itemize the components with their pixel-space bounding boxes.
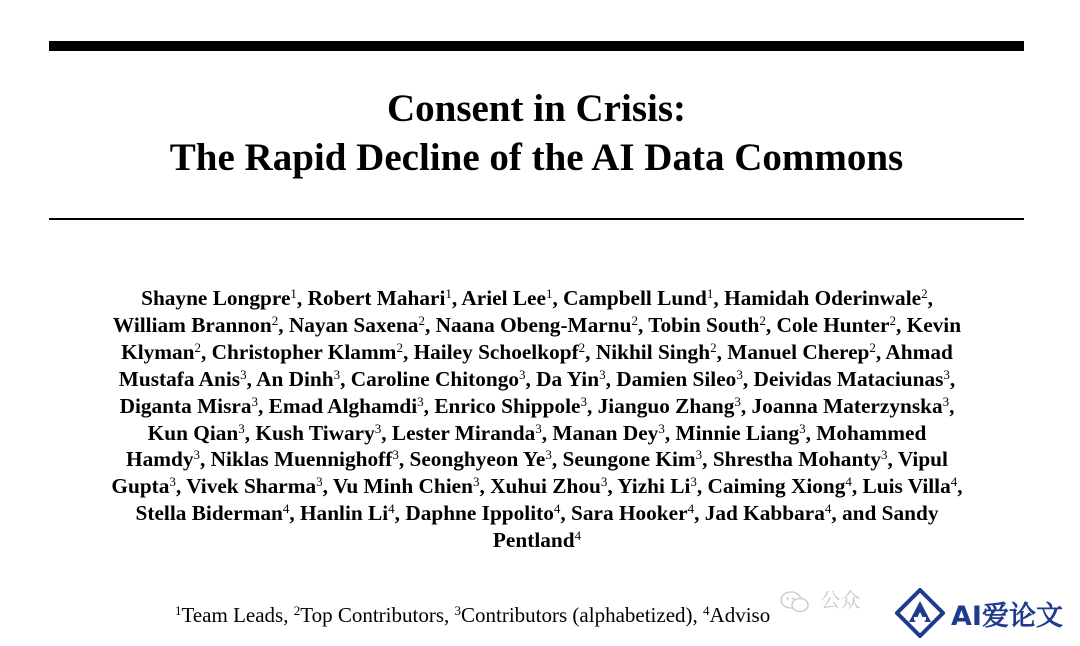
author-name: Daphne Ippolito bbox=[405, 501, 554, 526]
author-name: Hailey Schoelkopf bbox=[413, 339, 579, 364]
author-name: Yizhi Li bbox=[617, 474, 691, 499]
author-name: Kun Qian bbox=[147, 420, 239, 445]
author-name: Da Yin bbox=[536, 366, 600, 391]
author-affiliation-mark: 2 bbox=[396, 339, 403, 355]
title-line-2: The Rapid Decline of the AI Data Commons bbox=[169, 136, 904, 179]
author-separator: , bbox=[713, 286, 725, 310]
author-line bbox=[49, 446, 1025, 473]
author-name: Klyman bbox=[121, 339, 195, 364]
affiliation-label: Contributors (alphabetized) bbox=[461, 603, 693, 627]
author-name: Vipul bbox=[897, 447, 948, 472]
author-name: Shayne Longpre bbox=[141, 286, 291, 310]
author-affiliation-mark: 3 bbox=[392, 447, 399, 463]
author-affiliation-mark: 3 bbox=[600, 474, 608, 490]
author-affiliation-mark: 2 bbox=[759, 312, 766, 328]
author-affiliation-mark: 3 bbox=[169, 474, 176, 490]
author-separator: , bbox=[887, 447, 898, 472]
author-line bbox=[49, 285, 1025, 312]
author-name: Diganta Misra bbox=[119, 393, 252, 418]
author-line bbox=[49, 473, 1025, 500]
author-affiliation-mark: 3 bbox=[799, 420, 806, 436]
author-separator: , bbox=[696, 474, 708, 499]
author-name: Niklas Muennighoff bbox=[210, 447, 393, 472]
author-separator: , bbox=[175, 474, 187, 499]
author-affiliation-mark: 4 bbox=[687, 501, 695, 517]
author-affiliation-mark: 2 bbox=[869, 339, 876, 355]
author-separator: , bbox=[340, 366, 351, 391]
author-affiliation-mark: 3 bbox=[599, 366, 606, 382]
author-name: Christopher Klamm bbox=[211, 339, 397, 364]
author-separator: , bbox=[586, 393, 598, 418]
author-affiliation-mark: 2 bbox=[710, 339, 717, 355]
author-affiliation-mark: 3 bbox=[333, 366, 341, 382]
author-name: Sara Hooker bbox=[571, 501, 688, 526]
top-thick-rule bbox=[49, 41, 1024, 51]
author-separator: , bbox=[381, 420, 392, 445]
author-name: Naana Obeng-Marnu bbox=[435, 312, 632, 337]
affiliation-separator: , bbox=[444, 603, 455, 627]
author-separator: , bbox=[552, 286, 564, 310]
author-name: Nayan Saxena bbox=[288, 312, 419, 337]
author-name: Minnie Liang bbox=[675, 420, 800, 445]
author-affiliation-mark: 2 bbox=[921, 286, 928, 301]
author-list bbox=[49, 285, 1025, 554]
author-separator: , bbox=[851, 474, 863, 499]
author-name: Jianguo Zhang bbox=[597, 393, 735, 418]
author-separator: , bbox=[605, 366, 617, 391]
author-affiliation-mark: 4 bbox=[388, 501, 395, 517]
author-name: Manuel Cherep bbox=[727, 339, 870, 364]
author-affiliation-mark: 3 bbox=[734, 393, 741, 409]
author-name: Mustafa Anis bbox=[118, 366, 241, 391]
author-separator: , bbox=[398, 447, 410, 472]
author-affiliation-mark: 3 bbox=[238, 420, 245, 436]
author-name: Caroline Chitongo bbox=[350, 366, 519, 391]
author-separator: , bbox=[927, 286, 933, 310]
author-separator: , bbox=[322, 474, 333, 499]
author-affiliation-mark: 4 bbox=[824, 501, 832, 517]
affiliation-separator: , bbox=[692, 603, 704, 627]
author-affiliation-mark: 3 bbox=[942, 393, 950, 409]
author-separator: , bbox=[541, 420, 553, 445]
author-affiliation-mark: 3 bbox=[519, 366, 526, 382]
author-affiliation-mark: 4 bbox=[950, 474, 958, 490]
author-name: Campbell Lund bbox=[563, 286, 707, 310]
author-separator: , bbox=[394, 501, 406, 526]
author-name: Damien Sileo bbox=[616, 366, 737, 391]
paper-title bbox=[49, 84, 1024, 182]
author-affiliation-mark: 3 bbox=[472, 474, 480, 490]
author-name: Manan Dey bbox=[552, 420, 659, 445]
author-separator: , bbox=[637, 312, 649, 337]
author-affiliation-mark: 4 bbox=[553, 501, 561, 517]
author-name: Vu Minh Chien bbox=[332, 474, 473, 499]
author-affiliation-mark: 1 bbox=[545, 286, 553, 301]
author-affiliation-mark: 2 bbox=[631, 312, 638, 328]
author-separator: , bbox=[201, 339, 212, 364]
author-name: An Dinh bbox=[256, 366, 334, 391]
author-separator: , bbox=[694, 501, 705, 526]
author-line bbox=[49, 420, 1025, 447]
author-separator: , bbox=[805, 420, 817, 445]
author-name: Ariel Lee bbox=[461, 286, 546, 310]
author-name: Jad Kabbara bbox=[704, 501, 825, 526]
author-name: Lester Miranda bbox=[391, 420, 536, 445]
author-separator: , bbox=[560, 501, 572, 526]
author-name: Seonghyeon Ye bbox=[409, 447, 546, 472]
author-separator: , bbox=[740, 393, 752, 418]
author-separator: , bbox=[949, 366, 956, 391]
author-affiliation-mark: 3 bbox=[736, 366, 743, 382]
author-line bbox=[49, 366, 1025, 393]
author-affiliation-mark: 4 bbox=[845, 474, 852, 490]
author-affiliation-mark: 2 bbox=[889, 312, 896, 328]
author-affiliation-mark: 4 bbox=[574, 528, 582, 544]
author-affiliation-mark: 3 bbox=[193, 447, 200, 463]
author-affiliation-mark: 2 bbox=[418, 312, 425, 328]
author-name: Mohammed bbox=[816, 420, 927, 445]
wechat-icon bbox=[780, 590, 810, 614]
author-name: Robert Mahari bbox=[307, 286, 446, 310]
author-affiliation-mark: 3 bbox=[417, 393, 424, 409]
affiliation-label: Team Leads bbox=[181, 603, 284, 627]
author-separator: , bbox=[607, 474, 618, 499]
author-affiliation-mark: 3 bbox=[535, 420, 542, 436]
author-name: Hamdy bbox=[126, 447, 194, 472]
author-separator: , bbox=[244, 420, 256, 445]
author-separator: , bbox=[402, 339, 414, 364]
title-bottom-rule bbox=[49, 218, 1024, 220]
author-name: Luis Villa bbox=[862, 474, 951, 499]
author-affiliation-mark: 4 bbox=[282, 501, 290, 517]
author-separator: , bbox=[479, 474, 491, 499]
author-name: Xuhui Zhou bbox=[490, 474, 601, 499]
author-affiliation-mark: 3 bbox=[690, 474, 697, 490]
author-name: Emad Alghamdi bbox=[268, 393, 418, 418]
author-separator: , bbox=[742, 366, 754, 391]
author-name: Hamidah Oderinwale bbox=[724, 286, 922, 310]
author-separator: , bbox=[246, 366, 257, 391]
author-affiliation-mark: 2 bbox=[194, 339, 201, 355]
author-line bbox=[49, 393, 1025, 420]
author-name: Kush Tiwary bbox=[255, 420, 375, 445]
author-name: Vivek Sharma bbox=[186, 474, 317, 499]
author-affiliation-mark: 3 bbox=[943, 366, 950, 382]
author-name: Pentland bbox=[492, 528, 575, 553]
author-line bbox=[49, 339, 1025, 366]
author-separator: , bbox=[200, 447, 211, 472]
author-affiliation-mark: 3 bbox=[374, 420, 382, 436]
affiliation-mark: 1 bbox=[175, 603, 182, 618]
author-separator: , bbox=[278, 312, 289, 337]
wechat-watermark bbox=[780, 584, 860, 614]
author-affiliation-mark: 3 bbox=[545, 447, 552, 463]
author-separator: , bbox=[875, 339, 886, 364]
author-affiliation-mark: 1 bbox=[445, 286, 452, 301]
author-affiliation-mark: 1 bbox=[706, 286, 714, 301]
author-name: Kevin bbox=[906, 312, 962, 337]
affiliation-separator: , bbox=[283, 603, 294, 627]
author-separator: , bbox=[451, 286, 462, 310]
author-affiliation-mark: 1 bbox=[290, 286, 297, 301]
author-name: Shrestha Mohanty bbox=[712, 447, 882, 472]
author-separator: , bbox=[551, 447, 563, 472]
author-separator: , bbox=[664, 420, 676, 445]
author-affiliation-mark: 3 bbox=[580, 393, 587, 409]
author-name: Ahmad bbox=[885, 339, 953, 364]
author-name: Gupta bbox=[111, 474, 170, 499]
author-name: Cole Hunter bbox=[776, 312, 890, 337]
author-affiliation-mark: 2 bbox=[578, 339, 586, 355]
author-separator: , and Sandy bbox=[831, 501, 939, 526]
author-line bbox=[49, 500, 1025, 527]
author-separator: , bbox=[296, 286, 308, 310]
author-line bbox=[49, 312, 1025, 339]
author-affiliation-mark: 2 bbox=[271, 312, 279, 328]
author-separator: , bbox=[257, 393, 269, 418]
affiliation-label: Adviso bbox=[709, 603, 771, 627]
author-separator: , bbox=[525, 366, 537, 391]
author-affiliation-mark: 3 bbox=[658, 420, 665, 436]
author-affiliation-mark: 3 bbox=[695, 447, 703, 463]
author-separator: , bbox=[702, 447, 713, 472]
author-affiliation-mark: 3 bbox=[316, 474, 323, 490]
author-name: William Brannon bbox=[112, 312, 272, 337]
author-name: Joanna Materzynska bbox=[751, 393, 943, 418]
title-line-1: Consent in Crisis: bbox=[386, 87, 687, 130]
author-separator: , bbox=[716, 339, 728, 364]
author-separator: , bbox=[765, 312, 777, 337]
brand-watermark bbox=[893, 586, 1069, 640]
author-affiliation-mark: 3 bbox=[251, 393, 258, 409]
affiliation-mark: 3 bbox=[454, 603, 462, 618]
author-name: Caiming Xiong bbox=[707, 474, 846, 499]
author-name: Hanlin Li bbox=[299, 501, 389, 526]
affiliation-legend bbox=[175, 600, 885, 630]
watermark-faint-text: 公众 bbox=[820, 588, 861, 612]
author-separator: , bbox=[957, 474, 963, 499]
author-name: Nikhil Singh bbox=[595, 339, 711, 364]
author-separator: , bbox=[585, 339, 596, 364]
author-name: Tobin South bbox=[648, 312, 760, 337]
author-separator: , bbox=[424, 312, 436, 337]
author-affiliation-mark: 3 bbox=[240, 366, 247, 382]
affiliation-mark: 4 bbox=[703, 603, 710, 618]
author-separator: , bbox=[949, 393, 955, 418]
brand-text: AI爱论文 bbox=[951, 600, 1063, 632]
affiliation-mark: 2 bbox=[293, 603, 301, 618]
author-line bbox=[49, 527, 1025, 554]
author-name: Stella Biderman bbox=[135, 501, 283, 526]
author-separator: , bbox=[289, 501, 300, 526]
author-name: Seungone Kim bbox=[562, 447, 696, 472]
author-name: Deividas Mataciunas bbox=[753, 366, 944, 391]
author-affiliation-mark: 3 bbox=[881, 447, 888, 463]
author-name: Enrico Shippole bbox=[434, 393, 581, 418]
ai-diamond-logo-icon bbox=[895, 588, 945, 638]
affiliation-label: Top Contributors bbox=[300, 603, 445, 627]
author-separator: , bbox=[895, 312, 907, 337]
author-separator: , bbox=[423, 393, 435, 418]
